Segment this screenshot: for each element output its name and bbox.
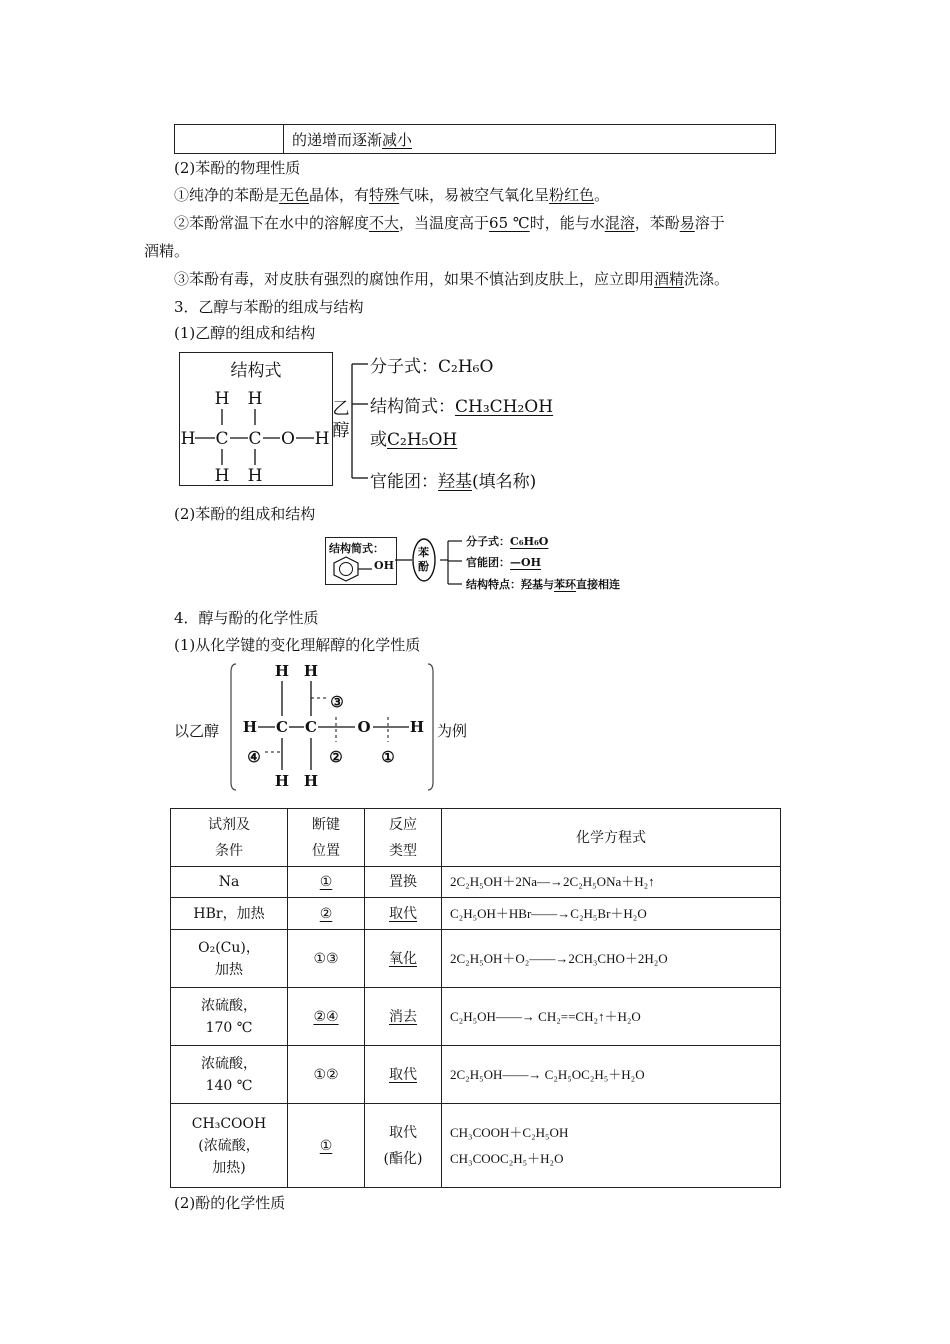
ethanol-structure-box bbox=[179, 352, 333, 486]
answer-text: 65 ℃ bbox=[489, 214, 530, 232]
equation-line: 2C₂H₅OH＋O₂——→2CH₃CHO＋2H₂O bbox=[450, 950, 668, 966]
label-char: 酚 bbox=[418, 560, 429, 573]
svg-text:H: H bbox=[242, 718, 258, 736]
header-line: 类型 bbox=[389, 842, 417, 859]
cell-reagent bbox=[171, 988, 288, 1046]
ethanol-structural-formula bbox=[180, 353, 332, 485]
answer-text: CH₃CH₂OH bbox=[455, 397, 554, 417]
type-text: 置换 bbox=[389, 874, 417, 890]
header-type bbox=[365, 809, 442, 867]
label: 官能团： bbox=[466, 556, 510, 569]
svg-text:H: H bbox=[314, 429, 330, 449]
label: 官能团： bbox=[370, 472, 438, 492]
reagent-line: 浓硫酸， bbox=[201, 997, 257, 1014]
cell-equation bbox=[442, 988, 781, 1046]
paragraph-3 bbox=[174, 268, 729, 289]
reagent-line: 浓硫酸， bbox=[201, 1055, 257, 1072]
text: 直接相连 bbox=[576, 578, 620, 591]
svg-text:H: H bbox=[214, 466, 230, 485]
phenol-structure-box bbox=[325, 537, 397, 585]
label-char: 醇 bbox=[332, 421, 350, 441]
cell-equation bbox=[442, 1104, 781, 1188]
type-text: 取代 bbox=[389, 1124, 417, 1141]
text: ，苯酚 bbox=[634, 214, 680, 232]
type-line bbox=[369, 901, 437, 927]
type-text: (酯化) bbox=[383, 1150, 423, 1167]
cell-bond bbox=[288, 1104, 365, 1188]
text: ③苯酚有毒，对皮肤有强烈的腐蚀作用，如果不慎沾到皮肤上，应立即用 bbox=[174, 270, 655, 288]
svg-text:H: H bbox=[409, 718, 425, 736]
cell-type bbox=[365, 1046, 442, 1104]
cell-bond bbox=[288, 930, 365, 988]
svg-text:O: O bbox=[357, 718, 371, 736]
table-row bbox=[171, 867, 781, 898]
reagent-line: CH₃COOH bbox=[191, 1115, 267, 1132]
cell-reagent bbox=[171, 1104, 288, 1188]
cell-reagent bbox=[171, 867, 288, 898]
answer-text: ① bbox=[319, 874, 333, 890]
box-label: 结构简式： bbox=[329, 542, 384, 555]
cell-reagent bbox=[171, 898, 288, 930]
text: 时，能与水 bbox=[529, 214, 605, 232]
svg-text:H: H bbox=[247, 389, 263, 409]
ethanol-simple-line bbox=[370, 392, 553, 417]
ethanol-group-line bbox=[370, 467, 536, 492]
paragraph-1 bbox=[174, 184, 609, 205]
answer-text: 特殊 bbox=[369, 186, 400, 204]
table-row bbox=[171, 1046, 781, 1104]
type-text: 消去 bbox=[389, 1008, 417, 1025]
svg-text:H: H bbox=[274, 772, 290, 790]
header-line: 位置 bbox=[312, 842, 340, 859]
reagent-line: 140 ℃ bbox=[205, 1077, 253, 1094]
section-3-sub1: (1)乙醇的组成和结构 bbox=[174, 324, 316, 342]
answer-text: —OH bbox=[510, 556, 541, 569]
box-title: 结构式 bbox=[230, 361, 282, 381]
reagent-line: 加热 bbox=[215, 961, 243, 978]
cell-bond bbox=[288, 1046, 365, 1104]
ethanol-bond-diagram bbox=[228, 660, 438, 794]
reagent-line: (浓硫酸， bbox=[198, 1137, 260, 1154]
cell-bond bbox=[288, 867, 365, 898]
reagent-line: 170 ℃ bbox=[205, 1019, 253, 1036]
table-header-row bbox=[171, 809, 781, 867]
answer-text: ①② bbox=[313, 1066, 339, 1083]
answer-text: ② bbox=[319, 905, 333, 922]
bond-diagram-suffix: 为例 bbox=[437, 722, 468, 740]
paragraph-2 bbox=[174, 212, 725, 233]
header-bond bbox=[288, 809, 365, 867]
type-line bbox=[369, 1120, 437, 1146]
header-line: 反应 bbox=[389, 816, 417, 833]
cell-reagent bbox=[171, 1046, 288, 1104]
reagent-line: Na bbox=[218, 874, 240, 890]
answer-text: C₆H₆O bbox=[510, 535, 549, 548]
phenol-formula-line bbox=[466, 533, 548, 549]
answer-text: 粉红色 bbox=[549, 186, 595, 204]
answer-text: ②④ bbox=[313, 1008, 339, 1025]
type-line bbox=[369, 1004, 437, 1030]
paragraph-2-cont: 酒精。 bbox=[144, 242, 190, 260]
header-line: 条件 bbox=[215, 842, 243, 859]
text: ②苯酚常温下在水中的溶解度 bbox=[174, 214, 370, 232]
svg-text:H: H bbox=[247, 466, 263, 485]
text: 洗涤。 bbox=[684, 270, 730, 288]
table-row bbox=[171, 930, 781, 988]
svg-text:C: C bbox=[305, 718, 317, 736]
reaction-rows bbox=[171, 867, 781, 1188]
answer-text: 混溶 bbox=[604, 214, 635, 232]
bond-diagram-prefix: 以乙醇 bbox=[174, 722, 220, 740]
cell-type bbox=[365, 898, 442, 930]
svg-text:C: C bbox=[276, 718, 288, 736]
reaction-table bbox=[170, 808, 781, 1188]
text: ①纯净的苯酚是 bbox=[174, 186, 280, 204]
text: 晶体，有 bbox=[309, 186, 370, 204]
type-line bbox=[369, 1062, 437, 1088]
svg-text:H: H bbox=[274, 662, 290, 680]
header-line: 断键 bbox=[312, 816, 340, 833]
svg-text:H: H bbox=[303, 662, 319, 680]
svg-text:H: H bbox=[214, 389, 230, 409]
answer-text: 羟基 bbox=[438, 472, 472, 492]
cell-equation bbox=[442, 867, 781, 898]
equation-line: 2C₂H₅OH＋2Na—→2C₂H₅ONa＋H₂↑ bbox=[450, 874, 655, 889]
reagent-line: 加热) bbox=[212, 1159, 246, 1176]
text: 或 bbox=[370, 430, 387, 450]
label: 分子式： bbox=[466, 535, 510, 548]
answer-text: 减小 bbox=[382, 130, 413, 149]
equation-line: CH₃COOH＋C₂H₅OH bbox=[450, 1124, 569, 1140]
cell-equation bbox=[442, 898, 781, 930]
svg-text:C: C bbox=[248, 429, 262, 449]
table-row bbox=[171, 898, 781, 930]
cell-type bbox=[365, 867, 442, 898]
ethanol-simple-line-2 bbox=[370, 425, 457, 450]
heading-phenol-physical: (2)苯酚的物理性质 bbox=[174, 159, 301, 177]
mark-3: ③ bbox=[330, 693, 344, 711]
ethanol-formula-line bbox=[370, 352, 493, 377]
text: 气味，易被空气氧化呈 bbox=[399, 186, 550, 204]
equation-line: C₂H₅OH——→ CH₂==CH₂↑＋H₂O bbox=[450, 1008, 641, 1024]
svg-text:H: H bbox=[180, 429, 196, 449]
answer-text: ① bbox=[319, 1137, 333, 1154]
header-line: 试剂及 bbox=[208, 816, 250, 833]
phenol-label bbox=[418, 546, 430, 574]
cell-equation bbox=[442, 930, 781, 988]
label: 结构简式： bbox=[370, 397, 455, 417]
header-equation: 化学方程式 bbox=[442, 809, 781, 867]
cell-text: 的递增而逐渐 bbox=[292, 130, 383, 149]
type-text: 氧化 bbox=[389, 950, 417, 967]
header-reagent bbox=[171, 809, 288, 867]
cell-type bbox=[365, 930, 442, 988]
cell-bond bbox=[288, 898, 365, 930]
answer-text: 易 bbox=[679, 214, 695, 232]
answer-text: 酒精 bbox=[654, 270, 685, 288]
reagent-line: O₂(Cu)， bbox=[198, 939, 260, 956]
svg-text:H: H bbox=[303, 772, 319, 790]
label-char: 乙 bbox=[332, 399, 350, 419]
top-table-fragment bbox=[174, 124, 776, 154]
mark-1: ① bbox=[381, 748, 395, 766]
text: 溶于 bbox=[694, 214, 725, 232]
answer-text: ①③ bbox=[313, 950, 339, 967]
oh-label: OH bbox=[374, 559, 394, 572]
table-row bbox=[171, 1104, 781, 1188]
svg-text:C: C bbox=[215, 429, 229, 449]
section-4-heading: 4．醇与酚的化学性质 bbox=[174, 609, 319, 627]
phenol-group-line bbox=[466, 554, 541, 570]
phenol-bracket bbox=[436, 534, 466, 594]
type-line bbox=[369, 1146, 437, 1172]
answer-text: 苯环 bbox=[554, 578, 576, 591]
type-text: 取代 bbox=[389, 905, 417, 922]
answer-text: C₂H₅OH bbox=[387, 430, 458, 450]
text: 。 bbox=[594, 186, 610, 204]
type-line bbox=[369, 946, 437, 972]
section-4-sub2: (2)酚的化学性质 bbox=[174, 1194, 286, 1212]
mark-2: ② bbox=[329, 748, 343, 766]
table-row bbox=[171, 988, 781, 1046]
empty-cell bbox=[175, 125, 284, 154]
note: (填名称) bbox=[472, 472, 537, 492]
phenol-feature-line bbox=[466, 576, 620, 592]
cell-type bbox=[365, 988, 442, 1046]
answer-text: 无色 bbox=[279, 186, 310, 204]
equation-line: 2C₂H₅OH——→ C₂H₅OC₂H₅＋H₂O bbox=[450, 1066, 645, 1082]
cell-type bbox=[365, 1104, 442, 1188]
answer-text: 不大 bbox=[369, 214, 400, 232]
cell-bond bbox=[288, 988, 365, 1046]
reagent-line: HBr，加热 bbox=[193, 905, 265, 922]
section-3-sub2: (2)苯酚的组成和结构 bbox=[174, 505, 316, 523]
section-4-sub1: (1)从化学键的变化理解醇的化学性质 bbox=[174, 636, 421, 654]
label: 结构特点： bbox=[466, 578, 521, 591]
label: 分子式： bbox=[370, 357, 438, 377]
svg-text:O: O bbox=[281, 429, 295, 449]
text: 羟基与 bbox=[521, 578, 554, 591]
equation-line: C₂H₅OH＋HBr——→C₂H₅Br＋H₂O bbox=[450, 905, 647, 921]
type-line bbox=[369, 869, 437, 895]
equation-line: CH₃COOC₂H₅＋H₂O bbox=[450, 1150, 564, 1166]
label-char: 苯 bbox=[418, 546, 429, 559]
text: ，当温度高于 bbox=[399, 214, 490, 232]
type-text: 取代 bbox=[389, 1066, 417, 1083]
mark-4: ④ bbox=[247, 748, 261, 766]
cell-reagent bbox=[171, 930, 288, 988]
cell-equation bbox=[442, 1046, 781, 1104]
table-cell bbox=[284, 125, 776, 154]
section-3-heading: 3．乙醇与苯酚的组成与结构 bbox=[174, 298, 364, 316]
formula-value: C₂H₆O bbox=[438, 357, 494, 377]
